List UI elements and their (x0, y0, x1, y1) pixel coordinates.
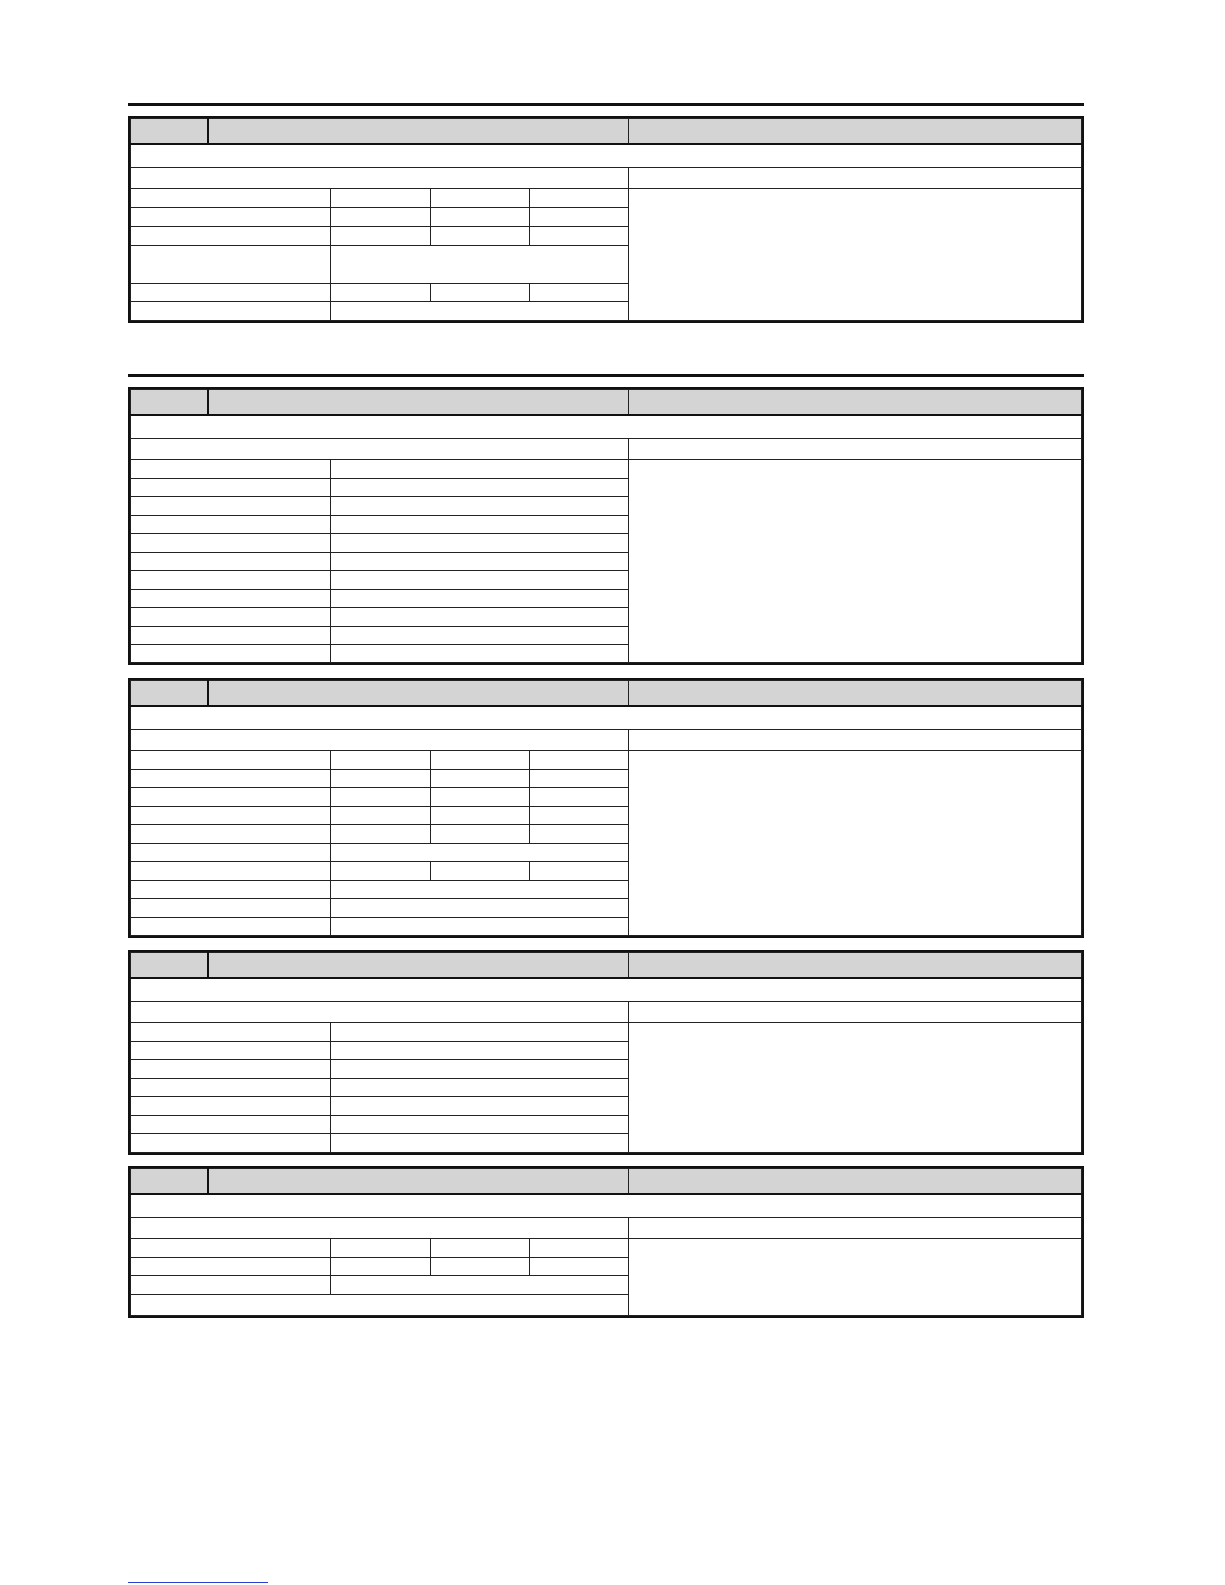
setting-label (131, 533, 331, 552)
setting-value (530, 1238, 629, 1257)
setting-label (131, 1078, 331, 1096)
setting-label (131, 750, 331, 769)
setting-value (331, 1257, 431, 1275)
setting-value (331, 207, 431, 226)
setting-value (530, 226, 629, 245)
setting-value (530, 769, 629, 787)
setting-value (331, 589, 629, 607)
setting-value (331, 917, 629, 935)
parameter-table (130, 389, 1082, 663)
setting-value (331, 226, 431, 245)
setting-label (131, 769, 331, 787)
setting-label (131, 245, 331, 283)
setting-value (331, 188, 431, 207)
setting-value (331, 1041, 629, 1059)
description-cell (629, 1238, 1082, 1315)
setting-value (331, 644, 629, 662)
parameter-code-cell (131, 1169, 208, 1195)
setting-label (131, 570, 331, 589)
parameter-code-cell (131, 119, 208, 145)
setting-value (331, 1022, 629, 1041)
setting-value (431, 861, 530, 880)
setting-label (131, 880, 331, 898)
setting-value (331, 459, 629, 478)
setting-value (331, 861, 431, 880)
setting-value (331, 750, 431, 769)
footer-link-underline[interactable] (128, 1582, 268, 1583)
setting-label (131, 589, 331, 607)
setting-value (331, 496, 629, 515)
setting-value (331, 1238, 431, 1257)
setting-value (431, 226, 530, 245)
parameter-default-cell (629, 1169, 1082, 1195)
description-cell (629, 188, 1082, 320)
setting-value (331, 824, 431, 843)
setting-label (131, 301, 331, 320)
parameter-block-3 (128, 678, 1084, 938)
subheader-right (629, 729, 1082, 750)
parameter-name-cell (208, 119, 629, 145)
setting-value (530, 824, 629, 843)
setting-value (431, 787, 530, 806)
setting-value (530, 283, 629, 301)
setting-label (131, 824, 331, 843)
parameter-table (130, 1168, 1082, 1316)
setting-value (331, 478, 629, 496)
setting-value (331, 1115, 629, 1133)
parameter-name-cell (208, 681, 629, 707)
setting-value (530, 750, 629, 769)
subheader-left (131, 1217, 629, 1238)
setting-value (431, 1257, 530, 1275)
setting-value (331, 301, 629, 320)
setting-label (131, 607, 331, 626)
setting-value (431, 750, 530, 769)
setting-label (131, 1041, 331, 1059)
setting-value (530, 1257, 629, 1275)
parameter-code-cell (131, 953, 208, 979)
setting-label (131, 515, 331, 533)
parameter-summary (131, 415, 1082, 438)
section-rule-middle (128, 374, 1084, 377)
subheader-right (629, 1217, 1082, 1238)
setting-value (431, 769, 530, 787)
parameter-block-5 (128, 1166, 1084, 1318)
setting-value (331, 515, 629, 533)
parameter-block-1 (128, 116, 1084, 323)
setting-label (131, 861, 331, 880)
parameter-name-cell (208, 1169, 629, 1195)
subheader-left (131, 438, 629, 459)
setting-value (331, 806, 431, 824)
parameter-name-cell (208, 390, 629, 416)
setting-value (331, 769, 431, 787)
setting-value (530, 806, 629, 824)
parameter-block-2 (128, 387, 1084, 665)
setting-value (530, 207, 629, 226)
subheader-right (629, 167, 1082, 188)
setting-label (131, 459, 331, 478)
setting-value (331, 1275, 629, 1294)
setting-label (131, 226, 331, 245)
setting-value (431, 283, 530, 301)
parameter-block-4 (128, 950, 1084, 1155)
setting-value (331, 1078, 629, 1096)
setting-value (331, 283, 431, 301)
setting-label (131, 552, 331, 570)
subheader-right (629, 1001, 1082, 1022)
parameter-summary (131, 706, 1082, 729)
setting-label (131, 1096, 331, 1115)
setting-value (331, 880, 629, 898)
description-cell (629, 459, 1082, 662)
setting-label (131, 283, 331, 301)
parameter-default-cell (629, 953, 1082, 979)
setting-value (530, 188, 629, 207)
setting-value (431, 824, 530, 843)
setting-value (431, 188, 530, 207)
setting-value (530, 787, 629, 806)
setting-value (431, 1238, 530, 1257)
parameter-name-cell (208, 953, 629, 979)
setting-value (331, 787, 431, 806)
setting-value (331, 898, 629, 917)
setting-value (331, 533, 629, 552)
setting-value (331, 245, 629, 283)
setting-label (131, 843, 331, 861)
subheader-left (131, 167, 629, 188)
subheader-left (131, 729, 629, 750)
parameter-table (130, 952, 1082, 1153)
setting-label (131, 1257, 331, 1275)
setting-value (331, 570, 629, 589)
setting-label (131, 1115, 331, 1133)
setting-value (530, 861, 629, 880)
setting-label (131, 1133, 331, 1152)
setting-value (331, 552, 629, 570)
setting-value (331, 607, 629, 626)
parameter-table (130, 118, 1082, 321)
setting-label (131, 1059, 331, 1078)
setting-value (331, 1059, 629, 1078)
setting-label (131, 1238, 331, 1257)
description-cell (629, 1022, 1082, 1152)
setting-label (131, 626, 331, 644)
setting-label (131, 1275, 331, 1294)
parameter-summary (131, 144, 1082, 167)
parameter-code-cell (131, 681, 208, 707)
setting-label (131, 806, 331, 824)
setting-value (331, 1133, 629, 1152)
subheader-right (629, 438, 1082, 459)
section-rule-top (128, 103, 1084, 106)
setting-label (131, 496, 331, 515)
setting-label (131, 917, 331, 935)
parameter-default-cell (629, 681, 1082, 707)
setting-label (131, 188, 331, 207)
setting-value (431, 207, 530, 226)
setting-note (131, 1294, 629, 1315)
setting-label (131, 478, 331, 496)
subheader-left (131, 1001, 629, 1022)
setting-value (331, 1096, 629, 1115)
setting-value (431, 806, 530, 824)
setting-label (131, 787, 331, 806)
setting-label (131, 898, 331, 917)
parameter-summary (131, 1194, 1082, 1217)
setting-label (131, 1022, 331, 1041)
parameter-code-cell (131, 390, 208, 416)
setting-label (131, 644, 331, 662)
parameter-default-cell (629, 119, 1082, 145)
parameter-table (130, 680, 1082, 936)
setting-label (131, 207, 331, 226)
setting-value (331, 843, 629, 861)
description-cell (629, 750, 1082, 935)
parameter-default-cell (629, 390, 1082, 416)
parameter-summary (131, 978, 1082, 1001)
setting-value (331, 626, 629, 644)
